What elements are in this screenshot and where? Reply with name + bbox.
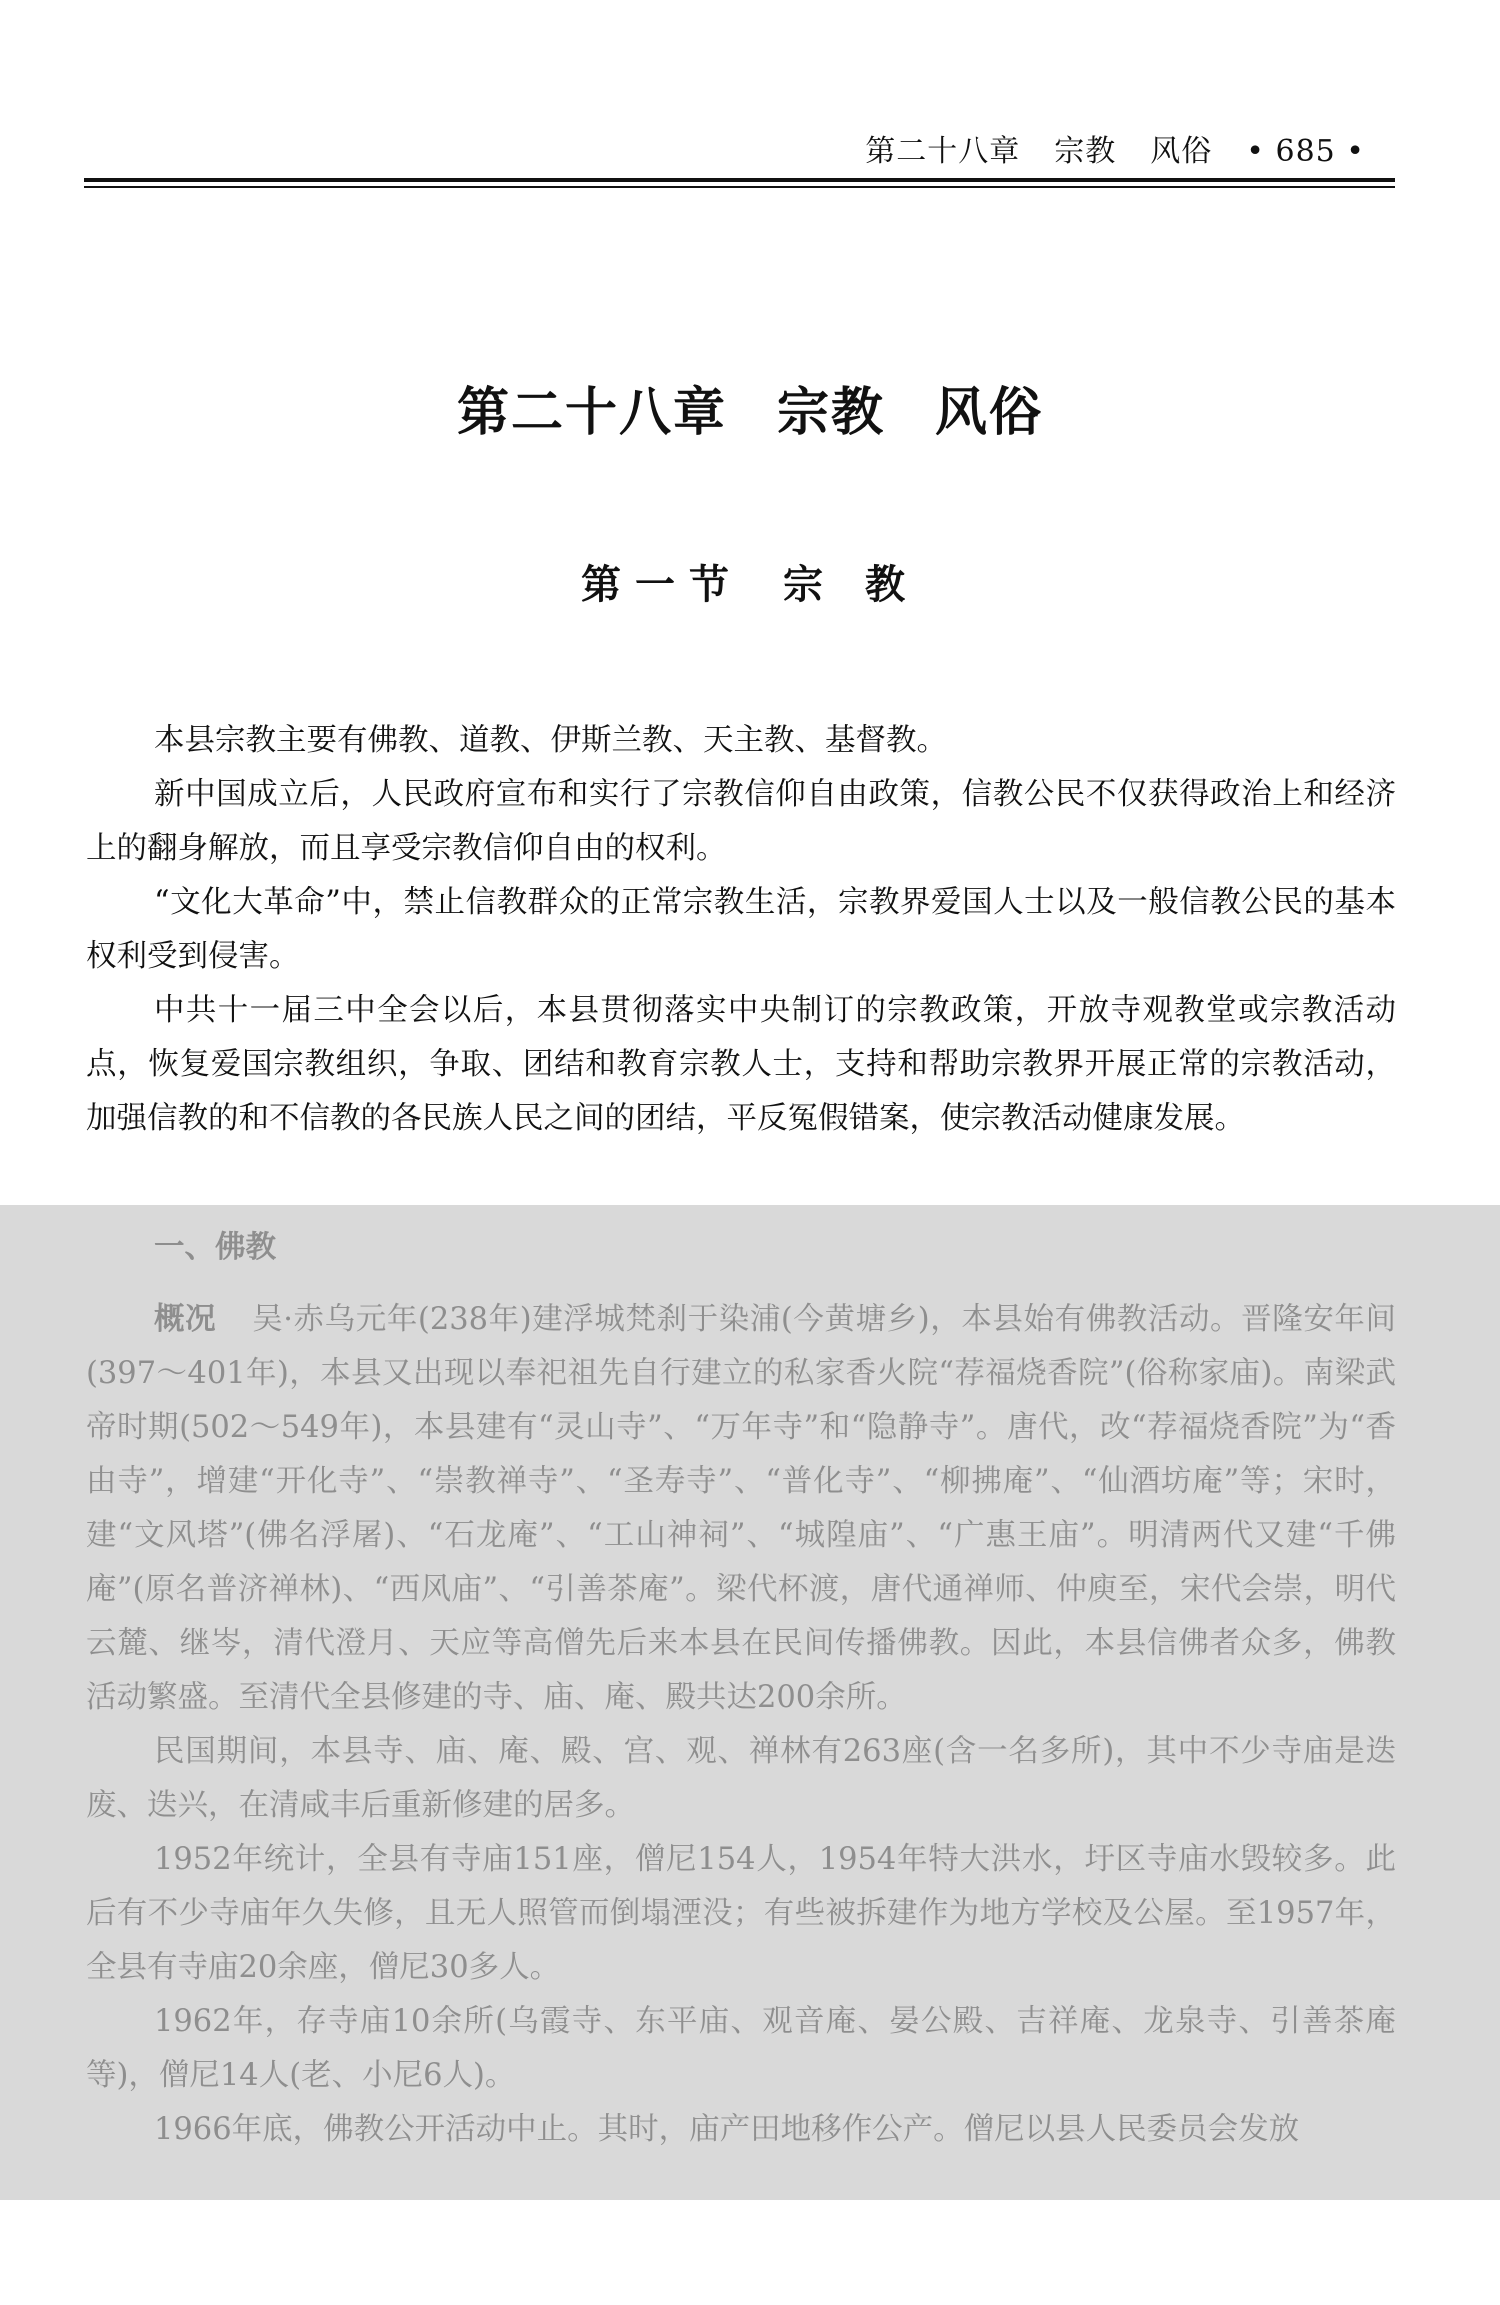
intro-paragraph: 中共十一届三中全会以后，本县贯彻落实中央制订的宗教政策，开放寺观教堂或宗教活动点，恢复爱国宗教组织，争取、团结和教育宗教人士，支持和帮助宗教界开展正常的宗教活动，加强信教的和不信教的各民族人民之间的团结，平反冤假错案，使宗教活动健康发展。 <box>86 993 1396 1136</box>
page-number: • 685 • <box>1246 134 1365 169</box>
header-topic-customs: 风俗 <box>1150 134 1213 169</box>
header-topic-religion: 宗教 <box>1054 134 1117 169</box>
intro-text <box>86 714 1396 1146</box>
chapter-title <box>0 370 1500 445</box>
chapter-topic-customs: 风俗 <box>935 383 1044 443</box>
section-name: 宗 教 <box>783 561 919 608</box>
overview-text: 吴·赤乌元年(238年)建浮城梵刹于染浦(今黄塘乡)，本县始有佛教活动。晋隆安年间(397～401年)，本县又出现以奉祀祖先自行建立的私家香火院“荐福烧香院”(俗称家庙)。南梁武帝时期(502～549年)，本县建有“灵山寺”、“万年寺”和“隐静寺”。唐代，改“荐福烧香院”为“香由寺”，增建“开化寺”、“崇教禅寺”、“圣寿寺”、“普化寺”、“柳拂庵”、“仙酒坊庵”等；宋时，建“文风塔”(佛名浮屠)、“石龙庵”、“工山神祠”、“城隍庙”、“广惠王庙”。明清两代又建“千佛庵”(原名普济禅林)、“西风庙”、“引善茶庵”。梁代杯渡，唐代通禅师、仲庾至，宋代会崇，明代云麓、继岑，清代澄月、天应等高僧先后来本县在民间传播佛教。因此，本县信佛者众多，佛教活动繁盛。至清代全县修建的寺、庙、庵、殿共达200余所。 <box>86 1302 1396 1715</box>
running-header <box>0 126 1365 170</box>
buddhism-paragraph: 民国期间，本县寺、庙、庵、殿、宫、观、禅林有263座(含一名多所)，其中不少寺庙是迭废、迭兴，在清咸丰后重新修建的居多。 <box>86 1734 1396 1823</box>
buddhism-section <box>86 1220 1396 2157</box>
intro-paragraph: 本县宗教主要有佛教、道教、伊斯兰教、天主教、基督教。 <box>154 723 947 758</box>
chapter-number: 第二十八章 <box>456 383 727 443</box>
intro-paragraph: 新中国成立后，人民政府宣布和实行了宗教信仰自由政策，信教公民不仅获得政治上和经济上的翻身解放，而且享受宗教信仰自由的权利。 <box>86 777 1396 866</box>
intro-paragraph: “文化大革命”中，禁止信教群众的正常宗教生活，宗教界爱国人士以及一般信教公民的基本权利受到侵害。 <box>86 885 1396 974</box>
header-rule-thick <box>84 178 1395 182</box>
chapter-topic-religion: 宗教 <box>776 383 885 443</box>
overview-paragraph <box>86 1292 1396 1725</box>
section-number: 第一节 <box>581 561 744 608</box>
overview-label: 概况 <box>154 1301 217 1337</box>
buddhism-paragraph: 1962年，存寺庙10余所(乌霞寺、东平庙、观音庵、晏公殿、吉祥庵、龙泉寺、引善茶庵等)，僧尼14人(老、小尼6人)。 <box>86 2004 1396 2093</box>
buddhism-paragraph: 1952年统计，全县有寺庙151座，僧尼154人，1954年特大洪水，圩区寺庙水毁较多。此后有不少寺庙年久失修，且无人照管而倒塌湮没；有些被拆建作为地方学校及公屋。至1957年，全县有寺庙20余座，僧尼30多人。 <box>86 1842 1396 1985</box>
header-rule-thin <box>84 186 1395 188</box>
buddhism-paragraph: 1966年底，佛教公开活动中止。其时，庙产田地移作公产。僧尼以县人民委员会发放 <box>154 2112 1300 2147</box>
buddhism-heading: 一、佛教 <box>154 1229 276 1265</box>
header-chapter: 第二十八章 <box>865 134 1021 169</box>
section-title <box>0 553 1500 610</box>
